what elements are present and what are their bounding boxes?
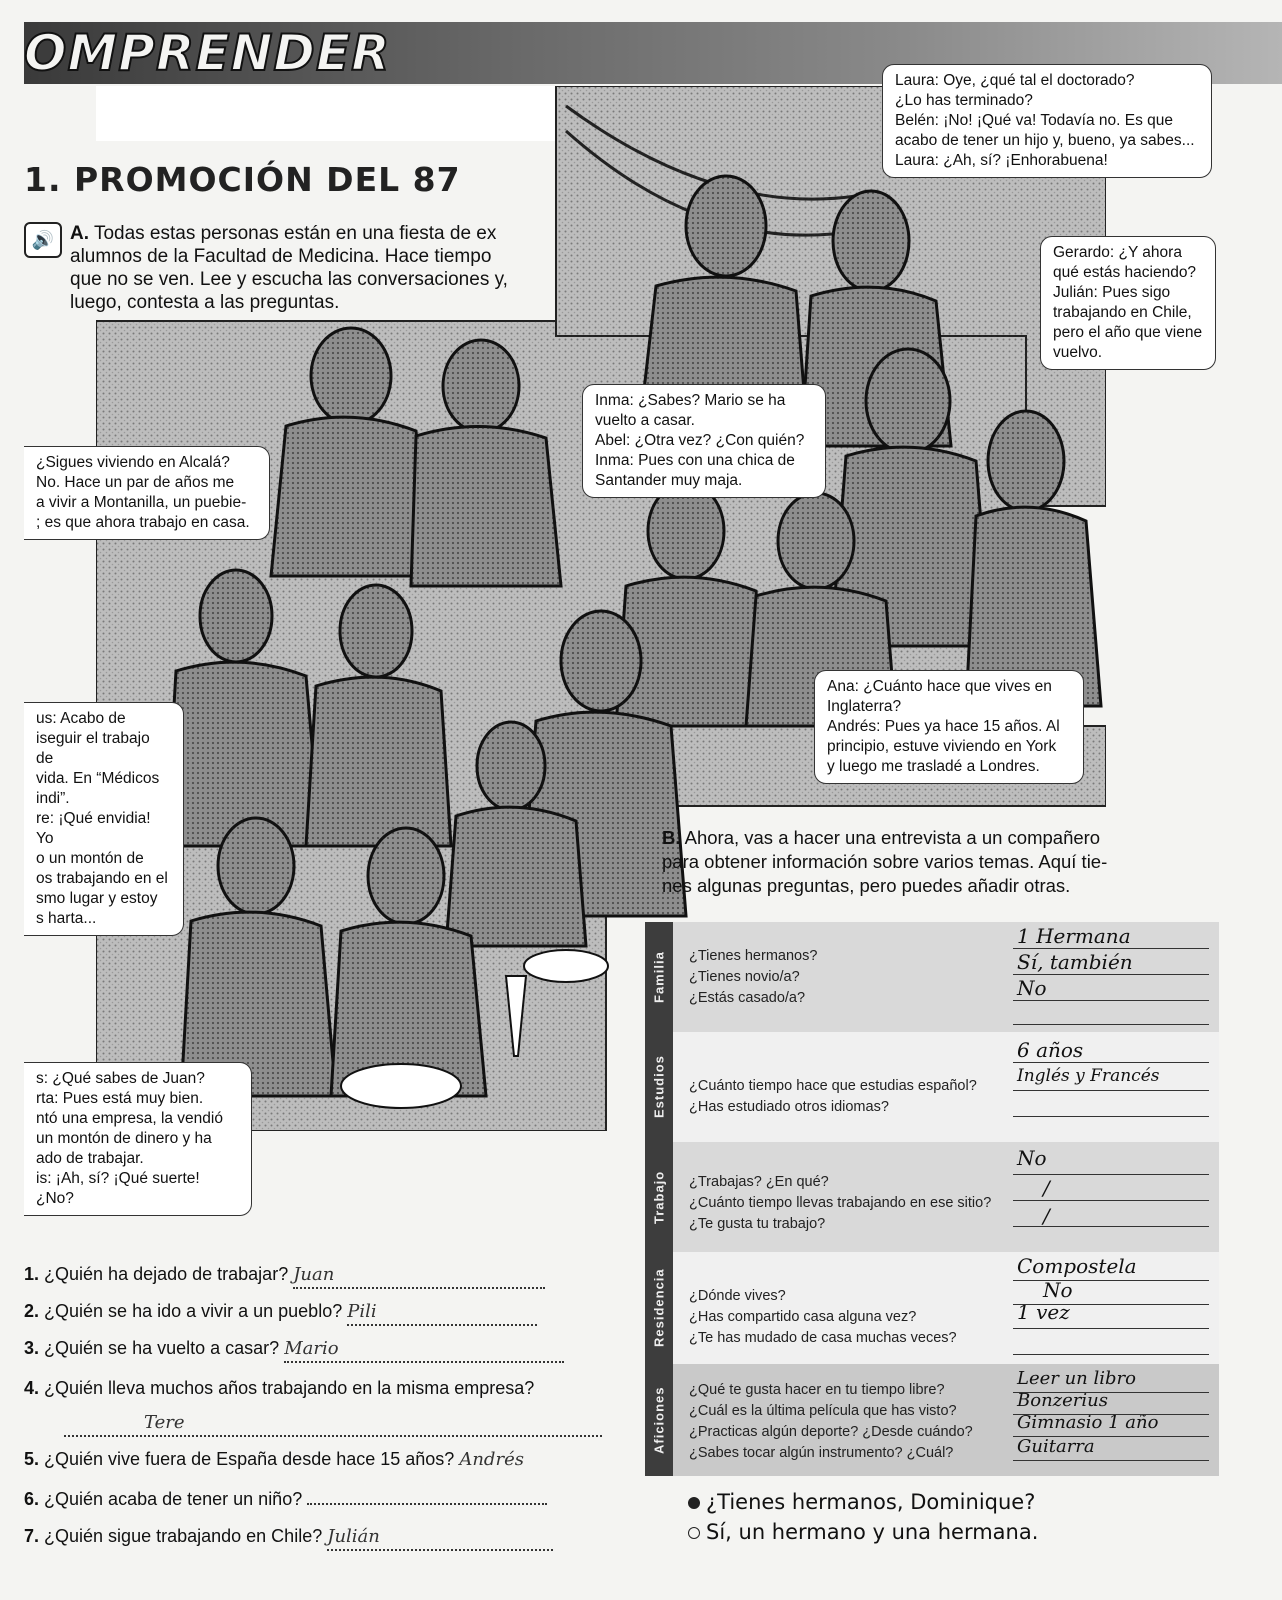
bubble-line: Santander muy maja. [595,472,743,489]
bubble-alcala [24,446,270,540]
answer-handwriting: Tere [144,1412,185,1433]
category-aficiones: Aficiones [645,1364,673,1476]
question-number: 5. [24,1449,40,1469]
row-question: ¿Cuánto tiempo llevas trabajando en ese sitio? [689,1195,992,1211]
row-answer: Leer un libro [1017,1368,1136,1389]
bubble-ana-andres [814,670,1084,784]
table-row-familia [673,922,1219,1032]
filled-bullet-icon [688,1497,700,1509]
question-text: ¿Quién vive fuera de España desde hace 15 años? [44,1449,455,1469]
row-answer: 6 años [1017,1038,1084,1062]
row-question: ¿Cuál es la última película que has visto? [689,1403,957,1419]
answer-line[interactable] [1013,1090,1209,1091]
answer-line[interactable] [1013,1304,1209,1305]
question-7 [24,1524,604,1551]
bubble-line: s: ¿Qué sabes de Juan? [36,1070,205,1087]
bubble-line: Laura: ¿Ah, sí? ¡Enhorabuena! [895,152,1108,169]
question-4 [24,1376,614,1400]
bubble-line: Belén: ¡No! ¡Qué va! Todavía no. Es que [895,112,1174,129]
bubble-line: Gerardo: ¿Y ahora [1053,244,1182,261]
question-number: 1. [24,1264,40,1284]
row-answer: Compostela [1017,1254,1137,1278]
answer-line[interactable] [1013,1226,1209,1227]
question-4-answer-row [64,1410,602,1437]
partb-line: para obtener información sobre varios temas. Aquí tie- [662,851,1108,872]
table-row-residencia [673,1252,1219,1364]
row-answer: No [1017,1146,1047,1170]
question-2 [24,1299,604,1326]
question-3 [24,1336,604,1363]
question-text: ¿Quién sigue trabajando en Chile? [44,1526,323,1546]
bubble-inma-abel [582,384,826,498]
dialog-text: Sí, un hermano y una hermana. [706,1520,1039,1544]
answer-field[interactable] [284,1336,564,1363]
question-number: 7. [24,1526,40,1546]
partb-line: Ahora, vas a hacer una entrevista a un compañero [684,827,1101,848]
bubble-line: Inma: Pues con una chica de [595,452,795,469]
section-title: 1. PROMOCIÓN DEL 87 [24,160,461,199]
bubble-line: ; es que ahora trabajo en casa. [36,514,250,531]
bubble-line: vuelto a casar. [595,412,695,429]
partb-instructions [662,826,1202,898]
row-question: ¿Trabajas? ¿En qué? [689,1174,829,1190]
dialog-line-question [688,1487,1038,1517]
row-answer: Gimnasio 1 año [1017,1412,1159,1433]
answer-line[interactable] [1013,1354,1209,1355]
answer-line[interactable] [1013,1280,1209,1281]
bubble-line: ntó una empresa, la vendió [36,1110,223,1127]
answer-line[interactable] [1013,1174,1209,1175]
answer-field[interactable] [327,1524,553,1551]
table-row-estudios [673,1032,1219,1142]
question-number: 2. [24,1301,40,1321]
bubble-line: qué estás haciendo? [1053,264,1197,281]
bubble-line: rta: Pues está muy bien. [36,1090,204,1107]
bubble-line: Julián: Pues sigo [1053,284,1171,301]
answer-line[interactable] [1013,1116,1209,1117]
bubble-line: os trabajando en el [36,870,168,887]
bubble-line: re: ¡Qué envidia! Yo [36,810,151,847]
answer-line[interactable] [1013,1328,1209,1329]
answer-line[interactable] [1013,1000,1209,1001]
answer-line[interactable] [1013,1436,1209,1437]
row-question: ¿Dónde vives? [689,1288,786,1304]
row-answer: Bonzerius [1017,1390,1108,1411]
bubble-line: y luego me trasladé a Londres. [827,758,1040,775]
question-text: ¿Quién acaba de tener un niño? [44,1489,303,1509]
row-answer: / [1043,1176,1050,1200]
audio-speaker-icon[interactable]: 🔊 [24,222,62,258]
answer-line[interactable] [1013,974,1209,975]
row-question: ¿Practicas algún deporte? ¿Desde cuándo? [689,1424,973,1440]
bubble-line: Inglaterra? [827,698,902,715]
row-question: ¿Tienes hermanos? [689,948,818,964]
bubble-line: smo lugar y estoy [36,890,158,907]
answer-handwriting: Juan [293,1264,335,1285]
row-question: ¿Te has mudado de casa muchas veces? [689,1330,957,1346]
answer-line[interactable] [1013,1414,1209,1415]
bubble-line: principio, estuve viviendo en York [827,738,1057,755]
bubble-line: indi”. [36,790,70,807]
bubble-laura-belen [882,64,1212,178]
example-dialog [688,1487,1038,1547]
question-number: 3. [24,1338,40,1358]
intro-line: luego, contesta a las preguntas. [70,292,340,313]
partb-letter: B. [662,827,681,848]
bubble-line: Inma: ¿Sabes? Mario se ha [595,392,786,409]
bubble-line: pero el año que viene [1053,324,1203,341]
row-answer: 1 vez [1017,1300,1070,1324]
answer-field[interactable] [307,1503,547,1505]
question-text: ¿Quién se ha ido a vivir a un pueblo? [44,1301,343,1321]
answer-handwriting: Andrés [459,1449,524,1470]
row-question: ¿Te gusta tu trabajo? [689,1216,826,1232]
answer-line[interactable] [1013,1392,1209,1393]
bubble-line: un montón de dinero y ha [36,1130,212,1147]
question-text: ¿Quién ha dejado de trabajar? [44,1264,289,1284]
answer-line[interactable] [1013,1460,1209,1461]
bubble-line: ¿Lo has terminado? [895,92,1033,109]
question-6 [24,1487,604,1511]
row-question: ¿Qué te gusta hacer en tu tiempo libre? [689,1382,945,1398]
answer-handwriting: Mario [284,1338,339,1359]
intro-line: Todas estas personas están en una fiesta de ex [93,223,497,244]
answer-line[interactable] [1013,1062,1209,1063]
bubble-line: us: Acabo de [36,710,126,727]
row-question: ¿Estás casado/a? [689,990,806,1006]
page-header-title: OMPRENDER [24,24,391,82]
intro-letter: A. [70,223,89,244]
partb-line: nes algunas preguntas, pero puedes añadir otras. [662,875,1071,896]
bubble-line: vuelvo. [1053,344,1103,361]
question-number: 6. [24,1489,40,1509]
bubble-line: o un montón de [36,850,144,867]
table-row-trabajo [673,1142,1219,1252]
category-estudios: Estudios [645,1032,673,1142]
bubble-line: ado de trabajar. [36,1150,144,1167]
row-answer: No [1017,976,1047,1000]
bubble-line: is: ¡Ah, sí? ¡Qué suerte! ¿No? [36,1170,200,1207]
row-question: ¿Cuánto tiempo hace que estudias español? [689,1078,977,1094]
answer-line[interactable] [1013,1200,1209,1201]
answer-line[interactable] [1013,1024,1209,1025]
question-number: 4. [24,1378,40,1398]
category-trabajo: Trabajo [645,1142,673,1252]
answer-line[interactable] [1013,948,1209,949]
row-answer: No [1043,1278,1073,1302]
bubble-line: trabajando en Chile, [1053,304,1192,321]
category-residencia: Residencia [645,1252,673,1364]
question-5 [24,1447,614,1472]
row-answer: Guitarra [1017,1436,1095,1457]
row-question: ¿Tienes novio/a? [689,969,800,985]
bubble-line: acabo de tener un hijo y, bueno, ya sabes... [895,132,1195,149]
bubble-line: Ana: ¿Cuánto hace que vives en [827,678,1052,695]
row-answer: Sí, también [1017,950,1133,974]
intro-line: alumnos de la Facultad de Medicina. Hace tiempo [70,246,492,267]
bubble-line: Andrés: Pues ya hace 15 años. Al [827,718,1060,735]
bubble-line: Laura: Oye, ¿qué tal el doctorado? [895,72,1135,89]
category-familia: Familia [645,922,673,1032]
answer-field[interactable] [293,1262,545,1289]
bubble-line: iseguir el trabajo de [36,730,150,767]
bubble-line: Abel: ¿Otra vez? ¿Con quién? [595,432,805,449]
question-text: ¿Quién se ha vuelto a casar? [44,1338,280,1358]
bubble-line: a vivir a Montanilla, un puebie- [36,494,247,511]
answer-handwriting: Pili [347,1301,377,1322]
intro-instructions [70,222,570,314]
row-question: ¿Has compartido casa alguna vez? [689,1309,917,1325]
answer-handwriting: Julián [327,1526,380,1547]
bubble-line: No. Hace un par de años me [36,474,235,491]
row-answer: / [1043,1204,1050,1228]
row-question: ¿Sabes tocar algún instrumento? ¿Cuál? [689,1445,954,1461]
bubble-line: ¿Sigues viviendo en Alcalá? [36,454,230,471]
bubble-line: s harta... [36,910,97,927]
row-answer: 1 Hermana [1017,924,1131,948]
bubble-juan [24,1062,252,1216]
dialog-text: ¿Tienes hermanos, Dominique? [706,1490,1036,1514]
bubble-line: vida. En “Médicos [36,770,160,787]
row-answer: Inglés y Francés [1017,1066,1160,1086]
table-row-aficiones [673,1364,1219,1476]
answer-field[interactable] [347,1299,537,1326]
intro-line: que no se ven. Lee y escucha las conversaciones y, [70,269,508,290]
question-text: ¿Quién lleva muchos años trabajando en la misma empresa? [44,1378,535,1398]
answer-field[interactable] [64,1410,602,1437]
row-question: ¿Has estudiado otros idiomas? [689,1099,889,1115]
question-1 [24,1262,604,1289]
bubble-gerardo-julian [1040,236,1216,370]
dialog-line-answer [688,1517,1038,1547]
hollow-bullet-icon [688,1527,700,1539]
bubble-medicos [24,702,184,936]
